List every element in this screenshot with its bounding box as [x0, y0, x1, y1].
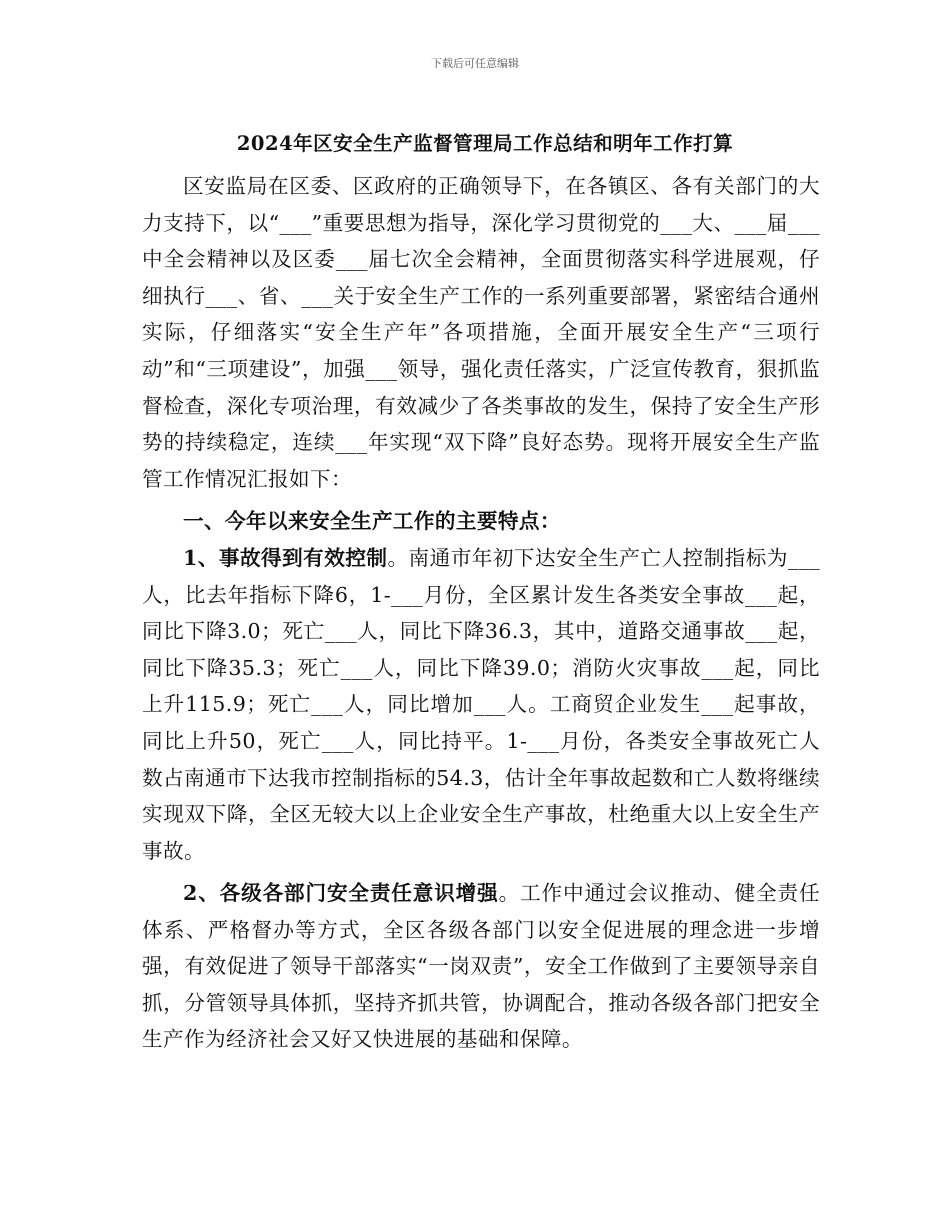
point-2-body: 。工作中通过会议推动、健全责任体系、严格督办等方式，全区各级各部门以安全促进展的理念进一步增强，有效促进了领导干部落实“一岗双责”，安全工作做到了主要领导亲自抓，分管领导具体抓，坚持齐抓共管，协调配合，推动各级各部门把安全生产作为经济社会又好又快进展的基础和保障。 — [142, 881, 821, 1052]
point-1-body: 。南通市年初下达安全生产亡人控制指标为___人，比去年指标下降6，1-___月份，全区累计发生各类安全事故___起，同比下降3.0；死亡___人，同比下降36.3，其中，道路交通事故___起，同比下降35.3；死亡___人，同比下降39.0；消防火灾事故___起，同比上升115.9；死亡___人，同比增加___人。工商贸企业发生___起事故，同比上升50，死亡___人，同比持平。1-___月份，各类安全事故死亡人数占南通市下达我市控制指标的54.3，估计全年事故起数和亡人数将继续实现双下降，全区无较大以上企业安全生产事故，杜绝重大以上安全生产事故。 — [142, 546, 820, 863]
point-1-paragraph — [142, 540, 820, 869]
point-2-paragraph — [142, 875, 820, 1058]
point-2-lead: 2、各级各部门安全责任意识增强 — [183, 881, 499, 905]
page-header-note: 下载后可任意编辑 — [431, 57, 519, 70]
point-1-lead: 1、事故得到有效控制 — [183, 546, 388, 570]
intro-paragraph: 区安监局在区委、区政府的正确领导下，在各镇区、各有关部门的大力支持下，以“___”重要思想为指导，深化学习贯彻党的___大、___届___中全会精神以及区委___届七次全会精神，全面贯彻落实科学进展观，仔细执行___、省、___关于安全生产工作的一系列重要部署，紧密结合通州实际，仔细落实“安全生产年”各项措施，全面开展安全生产“三项行动”和“三项建设”，加强___领导，强化责任落实，广泛宣传教育，狠抓监督检查，深化专项治理，有效减少了各类事故的发生，保持了安全生产形势的持续稳定，连续___年实现“双下降”良好态势。现将开展安全生产监管工作情况汇报如下： — [142, 174, 820, 491]
section-heading-main-features: 一、今年以来安全生产工作的主要特点： — [183, 509, 561, 533]
document-title: 2024年区安全生产监督管理局工作总结和明年工作打算 — [236, 132, 734, 155]
